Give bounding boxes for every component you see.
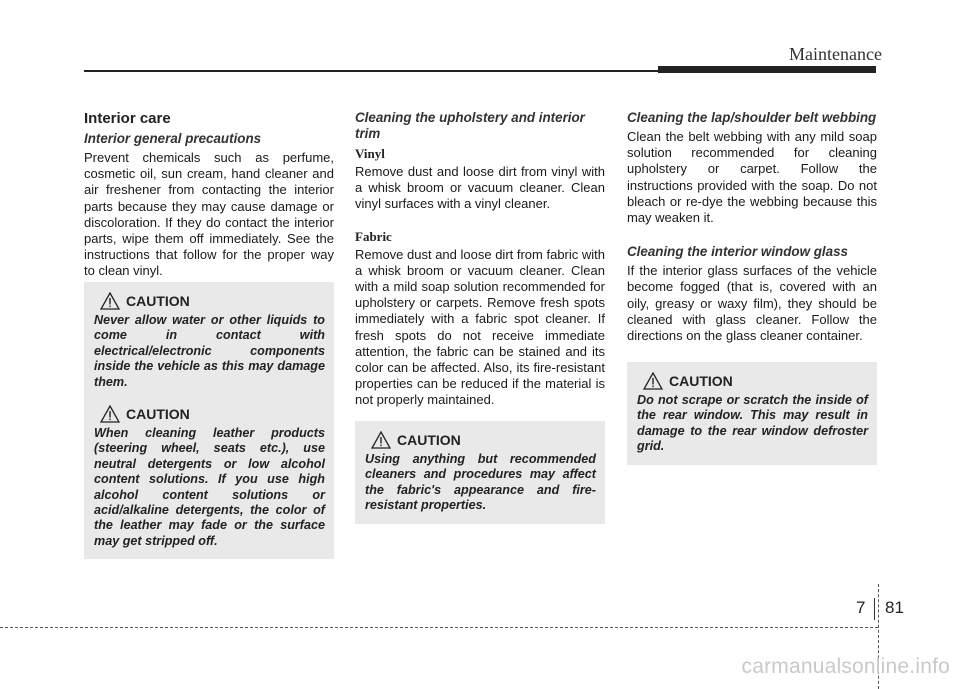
page-section-title: Maintenance: [789, 44, 882, 64]
subsection-title: Interior general precautions: [84, 131, 262, 146]
caution-text: Using anything but recommended cleaners and procedures may affect the fabric's appearance and fire-resistant properties.: [365, 452, 596, 513]
page-number: 81: [885, 598, 904, 617]
warning-triangle-icon: [643, 372, 663, 390]
caution-box: [627, 362, 877, 465]
caution-header: [371, 431, 596, 449]
body-text: Clean the belt webbing with any mild soap solution recommended for cleaning upholstery or carpet. Follow the instructions provided with the soap. Do not bleach or re-dye the webbing because this may weaken it.: [627, 129, 877, 226]
chapter-number: 7: [856, 598, 866, 617]
fabric-text: Remove dust and loose dirt from fabric with a whisk broom or vacuum cleaner. Clean with a mild soap solution recommended for upholstery or carpets. Remove fresh spots immediately with a fabric spot cleaner. If fresh spots do not receive immediate attention, the fabric can be stained and its color can be affected. Also, its fire-resistant properties can be reduced if the material is not properly maintained.: [355, 246, 605, 408]
caution-title: CAUTION: [397, 432, 461, 448]
caution-text: Never allow water or other liquids to come in contact with electrical/electronic components inside the vehicle as this may damage them.: [94, 313, 325, 389]
section-title: Interior care: [84, 110, 171, 127]
caution-header: [100, 405, 325, 423]
fabric-heading: Fabric: [355, 228, 392, 244]
column-2: [355, 110, 605, 409]
caution-box: [355, 421, 605, 524]
caution-header: [643, 372, 868, 390]
body-text: Prevent chemicals such as perfume, cosmetic oil, sun cream, hand cleaner and air freshener from contacting the interior parts because they may cause damage or discoloration. If they do contact the interior parts, wipe them off immediately. See the instructions that follow for the proper way to clean vinyl.: [84, 150, 334, 279]
vinyl-text: Remove dust and loose dirt from vinyl with a whisk broom or vacuum cleaner. Clean vinyl surfaces with a vinyl cleaner.: [355, 164, 605, 212]
subsection-title: Cleaning the upholstery and interior trim: [355, 110, 585, 141]
subsection-title: Cleaning the lap/shoulder belt webbing: [627, 110, 877, 125]
warning-triangle-icon: [100, 292, 120, 310]
caution-box: [84, 282, 334, 400]
caution-title: CAUTION: [126, 293, 190, 309]
vinyl-heading: Vinyl: [355, 146, 385, 161]
header-bar: [658, 66, 876, 73]
crop-mark-horizontal: [0, 627, 878, 628]
caution-title: CAUTION: [126, 406, 190, 422]
body-text: If the interior glass surfaces of the vehicle become fogged (that is, covered with an oily, greasy or waxy film), they should be cleaned with glass cleaner. Follow the directions on the glass cleaner container.: [627, 263, 877, 344]
warning-triangle-icon: [100, 405, 120, 423]
caution-header: [100, 292, 325, 310]
watermark: carmanualsonline.info: [741, 655, 950, 678]
caution-text: When cleaning leather products (steering wheel, seats etc.), use neutral detergents or low alcohol content solutions. If you use high alcohol content solutions or acid/alkaline detergents, the color of the leather may fade or the surface may get stripped off.: [94, 426, 325, 548]
column-3: [627, 110, 877, 344]
subsection-title: Cleaning the interior window glass: [627, 244, 848, 260]
header-rule: [84, 70, 658, 72]
page-number-divider: [874, 598, 875, 620]
caution-box: [84, 395, 334, 559]
warning-triangle-icon: [371, 431, 391, 449]
column-1: [84, 110, 334, 280]
caution-title: CAUTION: [669, 373, 733, 389]
caution-text: Do not scrape or scratch the inside of the rear window. This may result in damage to the rear window defroster grid.: [637, 393, 868, 454]
